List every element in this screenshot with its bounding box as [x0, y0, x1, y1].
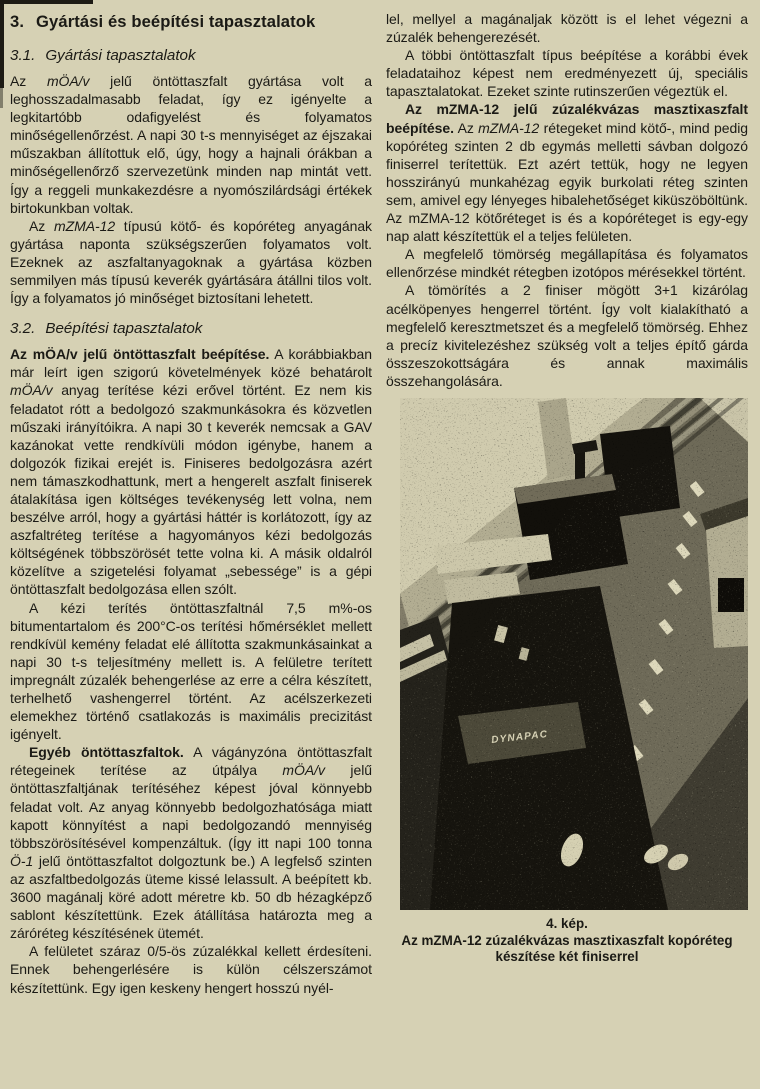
- subsection-heading: [10, 47, 372, 64]
- left-column: [10, 10, 372, 997]
- text-run: A tömörítés a 2 finiser mögött 3+1 kizárólag acélköpenyes hengerrel történt. Így volt kialakítható a megfelelő keresztmetszet és a megfelelő tömörség. Ehhez a precíz kivitelezéshez szükség volt a teljes építő gárda összeszokottságára és annak maximális összehangolására.: [386, 282, 748, 389]
- section-number: 3.: [10, 12, 25, 31]
- paragraph: [386, 100, 748, 245]
- text-run: jelű öntöttaszfalt gyártása volt a leghosszadalmasabb feladat, így ez igényelte a legkitartóbb odafigyelést és folyamatos minőségellenőrzést. A napi 30 t-s mennyiséget az éjszakai műszakban állítottuk elő, úgy, hogy a hajnali órákban a minőségellenőrző szervezetünk minden nap mintát vett. Így a reggeli munkakezdésre a nyomószilárdsági értékek birtokunkban voltak.: [10, 73, 373, 216]
- figure-photo: [400, 398, 748, 910]
- paragraph: [10, 743, 372, 942]
- text-run: A megfelelő tömörség megállapítása és folyamatos ellenőrzése mindkét rétegben izotópos mérésekkel történt.: [386, 246, 748, 281]
- text-run: jelű öntöttaszfaltjának terítéséhez képest jóval könnyebb feladat volt. Az anyag könnyebb bedolgozhatósága miatt kapott könnyítést a napi bedolgozandó mennyiség többszörösítésével kompenzáltuk. (Így itt napi 100 tonna: [10, 762, 372, 851]
- text-run: típusú kötő- és kopóréteg anyagának gyártása naponta szükségszerűen folyamatos volt. Ezeknek az aszfaltanyagoknak a gyártása közben semmilyen más típusú keverék gyártására átállni tilos volt. Így a folyamatos jó minőséget biztosítani lehetett.: [10, 217, 372, 307]
- text-run: A többi öntöttaszfalt típus beépítése a korábbi évek feladataihoz képest nem eredményezett új, speciális tapasztalatokat. Ezeket szinte rutinszerűen végeztük el.: [386, 47, 748, 100]
- paragraph: [10, 72, 372, 217]
- text-run: jelű öntöttaszfaltot dolgoztunk be.) A legfelső szinten az aszfaltbedolgozás üteme kissé lelassult. A beépített kb. 3600 magánalj köré adott méretre kb. 50 db hézagképző sablont készítettünk. Ezek átállítása határozta meg a záróréteg készítésének ütemét.: [10, 852, 372, 942]
- paragraph: [386, 46, 748, 100]
- text-run: A korábbiakban már leírt igen szigorú követelmények közé behatárolt: [10, 346, 372, 381]
- paragraph: [386, 245, 748, 281]
- text-run: A felületet száraz 0/5-ös zúzalékkal kellett érdesíteni. Ennek behengerlésére is külön célszerszámot készítettünk. Egy igen keskeny hengert hosszú nyél-: [10, 943, 372, 996]
- paragraph: [10, 345, 372, 598]
- figure-caption-text: Az mZMA-12 zúzalékvázas masztixaszfalt kopóréteg készítése két finiserrel: [401, 932, 733, 965]
- figure-caption-number: 4. kép.: [546, 915, 588, 931]
- section-title-text: Gyártási és beépítési tapasztalatok: [36, 12, 316, 31]
- text-run: mZMA-12: [478, 119, 540, 136]
- text-run: Az: [453, 119, 479, 136]
- scan-artifact-left-fade: [0, 88, 3, 108]
- paragraph: [10, 942, 372, 996]
- text-run: Az mZMA-12 jelű zúzalékvázas masztixaszfalt beépítése.: [386, 101, 748, 136]
- text-run: Egyéb öntöttaszfaltok.: [29, 744, 184, 761]
- text-run: anyag terítése kézi erővel történt. Ez nem kis feladatot rótt a bedolgozó szakmunkásokra és közvetlen műszaki irányítóikra. A napi 30 t keverék nemcsak a GAV kazánokat vette rendkívüli módon igénybe, hanem a dolgozók fizikai erejét is. Finiseres bedolgozásra azért nem támaszkodhattunk, mert a hengerelt aszfalt finiserek átalakítása igen költséges tevékenység lett volna, nem beszélve arról, hogy a gyártási háttér is korlátozott, így az aszfaltréteg terítése a hagyományos kézi bedolgozás költségének többszörösét tette volna ki. A másik oldalról közelítve a szigetelési folyamat „sebessége” is a gépi öntöttaszfalt bedolgozása ellen szólt.: [10, 382, 372, 598]
- subsection-heading-text: Gyártási tapasztalatok: [45, 47, 196, 64]
- paragraph: [10, 599, 372, 744]
- subsection-heading: [10, 320, 372, 337]
- text-run: mÖA/v: [10, 382, 53, 399]
- text-run: Az mÖA/v jelű öntöttaszfalt beépítése.: [10, 346, 270, 363]
- text-run: lel, mellyel a magánaljak között is el lehet végezni a zúzalék behengerezését.: [386, 11, 748, 46]
- subsection-number: 3.2.: [10, 320, 36, 338]
- section-title: [10, 12, 372, 32]
- scan-artifact-top-edge: [0, 0, 93, 4]
- paving-photo-svg: [400, 398, 748, 910]
- right-column: [386, 10, 748, 997]
- paragraph: [386, 10, 748, 46]
- text-run: mÖA/v: [46, 73, 90, 89]
- text-run: mZMA-12: [53, 217, 116, 234]
- text-run: Ö-1: [10, 852, 34, 869]
- subsection-heading-text: Beépítési tapasztalatok: [45, 320, 203, 338]
- text-run: rétegeket mind kötő-, mind pedig kopóréteg szinten 2 db egymás melletti sávban dolgozó finiserrel terítettük. Ezt azért tettük, hogy ne legyen hosszirányú munkahézag egyik burkolati réteg szinten sem, amivel egy lényeges hibalehetőséget kiküszöböltünk. Az mZMA-12 kötőréteget is és a kopóréteget is egy-egy nap alatt készítettük el a teljes felületen.: [386, 119, 748, 245]
- scan-artifact-left-edge: [0, 0, 4, 88]
- text-run: A vágányzóna öntöttaszfalt rétegeinek terítése az útpálya: [10, 744, 372, 779]
- paragraph: [10, 217, 372, 307]
- text-run: Az: [29, 217, 54, 234]
- subsection-number: 3.1.: [10, 47, 36, 64]
- figure-caption: [386, 916, 748, 966]
- text-run: mÖA/v: [282, 762, 325, 779]
- text-run: Az: [10, 73, 47, 89]
- text-run: A kézi terítés öntöttaszfaltnál 7,5 m%-os bitumentartalom és 200°C-os terítési hőmérséklet mellett rendkívül kemény feladat elé állította szakmunkásainkat a napi 30 t-s teljesítmény mellett is. A felületre terített impregnált zúzalék behengerlése az erre a célra készített, terhelhető vashengerrel történt. Az acélszerkezeti elemekhez történő csatlakozás is maximális precizitást igényelt.: [10, 599, 372, 743]
- paragraph: [386, 281, 748, 390]
